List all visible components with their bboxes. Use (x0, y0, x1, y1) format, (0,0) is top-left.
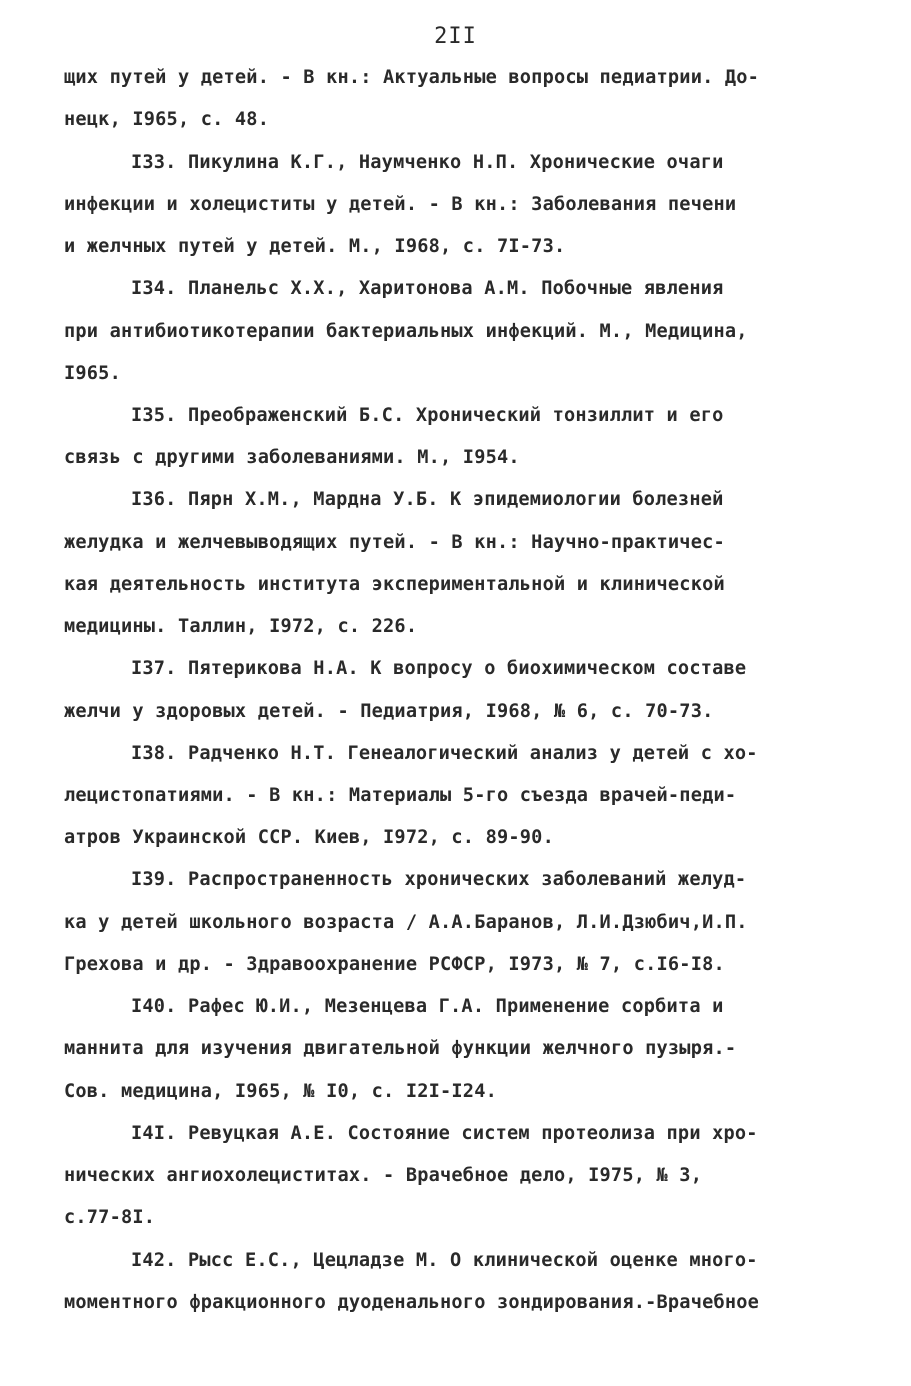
text-line: нецк, I965, с. 48. (64, 109, 270, 130)
text-line: лецистопатиями. - В кн.: Материалы 5-го съезда врачей-педи- (64, 785, 737, 806)
text-line: и желчных путей у детей. М., I968, с. 7I-73. (64, 236, 566, 257)
text-line: с.77-8I. (64, 1207, 156, 1228)
text-line: щих путей у детей. - В кн.: Актуальные вопросы педиатрии. До- (64, 67, 760, 88)
reference-140: I40. Рафес Ю.И., Мезенцева Г.А. Применение сорбита и (131, 996, 724, 1017)
text-line: кая деятельность института экспериментальной и клинической (64, 574, 725, 595)
reference-135: I35. Преображенский Б.С. Хронический тонзиллит и его (131, 405, 724, 426)
reference-141: I4I. Ревуцкая А.Е. Состояние систем протеолиза при хро- (131, 1123, 758, 1144)
text-line: Сов. медицина, I965, № I0, с. I2I-I24. (64, 1081, 497, 1102)
page-number: 2II (434, 24, 477, 49)
reference-139: I39. Распространенность хронических заболеваний желуд- (131, 869, 747, 890)
text-line: моментного фракционного дуоденального зондирования.-Врачебное (64, 1292, 760, 1313)
reference-138: I38. Радченко Н.Т. Генеалогический анализ у детей с хо- (131, 743, 758, 764)
text-line: связь с другими заболеваниями. М., I954. (64, 447, 520, 468)
text-line: атров Украинской ССР. Киев, I972, с. 89-90. (64, 827, 554, 848)
reference-133: I33. Пикулина К.Г., Наумченко Н.П. Хронические очаги (131, 152, 724, 173)
reference-142: I42. Рысс Е.С., Цецладзе М. О клинической оценке много- (131, 1250, 758, 1271)
text-line: при антибиотикотерапии бактериальных инфекций. М., Медицина, (64, 321, 748, 342)
reference-137: I37. Пятерикова Н.А. К вопросу о биохимическом составе (131, 658, 747, 679)
text-line: ка у детей школьного возраста / А.А.Баранов, Л.И.Дзюбич,И.П. (64, 912, 748, 933)
text-line: нических ангиохолециститах. - Врачебное дело, I975, № 3, (64, 1165, 703, 1186)
reference-136: I36. Пярн Х.М., Мардна У.Б. К эпидемиологии болезней (131, 489, 724, 510)
text-line: I965. (64, 363, 121, 384)
text-line: маннита для изучения двигательной функции желчного пузыря.- (64, 1038, 737, 1059)
text-line: желчи у здоровых детей. - Педиатрия, I968, № 6, с. 70-73. (64, 701, 714, 722)
text-line: Грехова и др. - Здравоохранение РСФСР, I973, № 7, с.I6-I8. (64, 954, 725, 975)
text-line: желудка и желчевыводящих путей. - В кн.: Научно-практичес- (64, 532, 725, 553)
reference-134: I34. Планельс Х.Х., Харитонова А.М. Побочные явления (131, 278, 724, 299)
text-line: медицины. Таллин, I972, с. 226. (64, 616, 418, 637)
text-line: инфекции и холециститы у детей. - В кн.: Заболевания печени (64, 194, 737, 215)
